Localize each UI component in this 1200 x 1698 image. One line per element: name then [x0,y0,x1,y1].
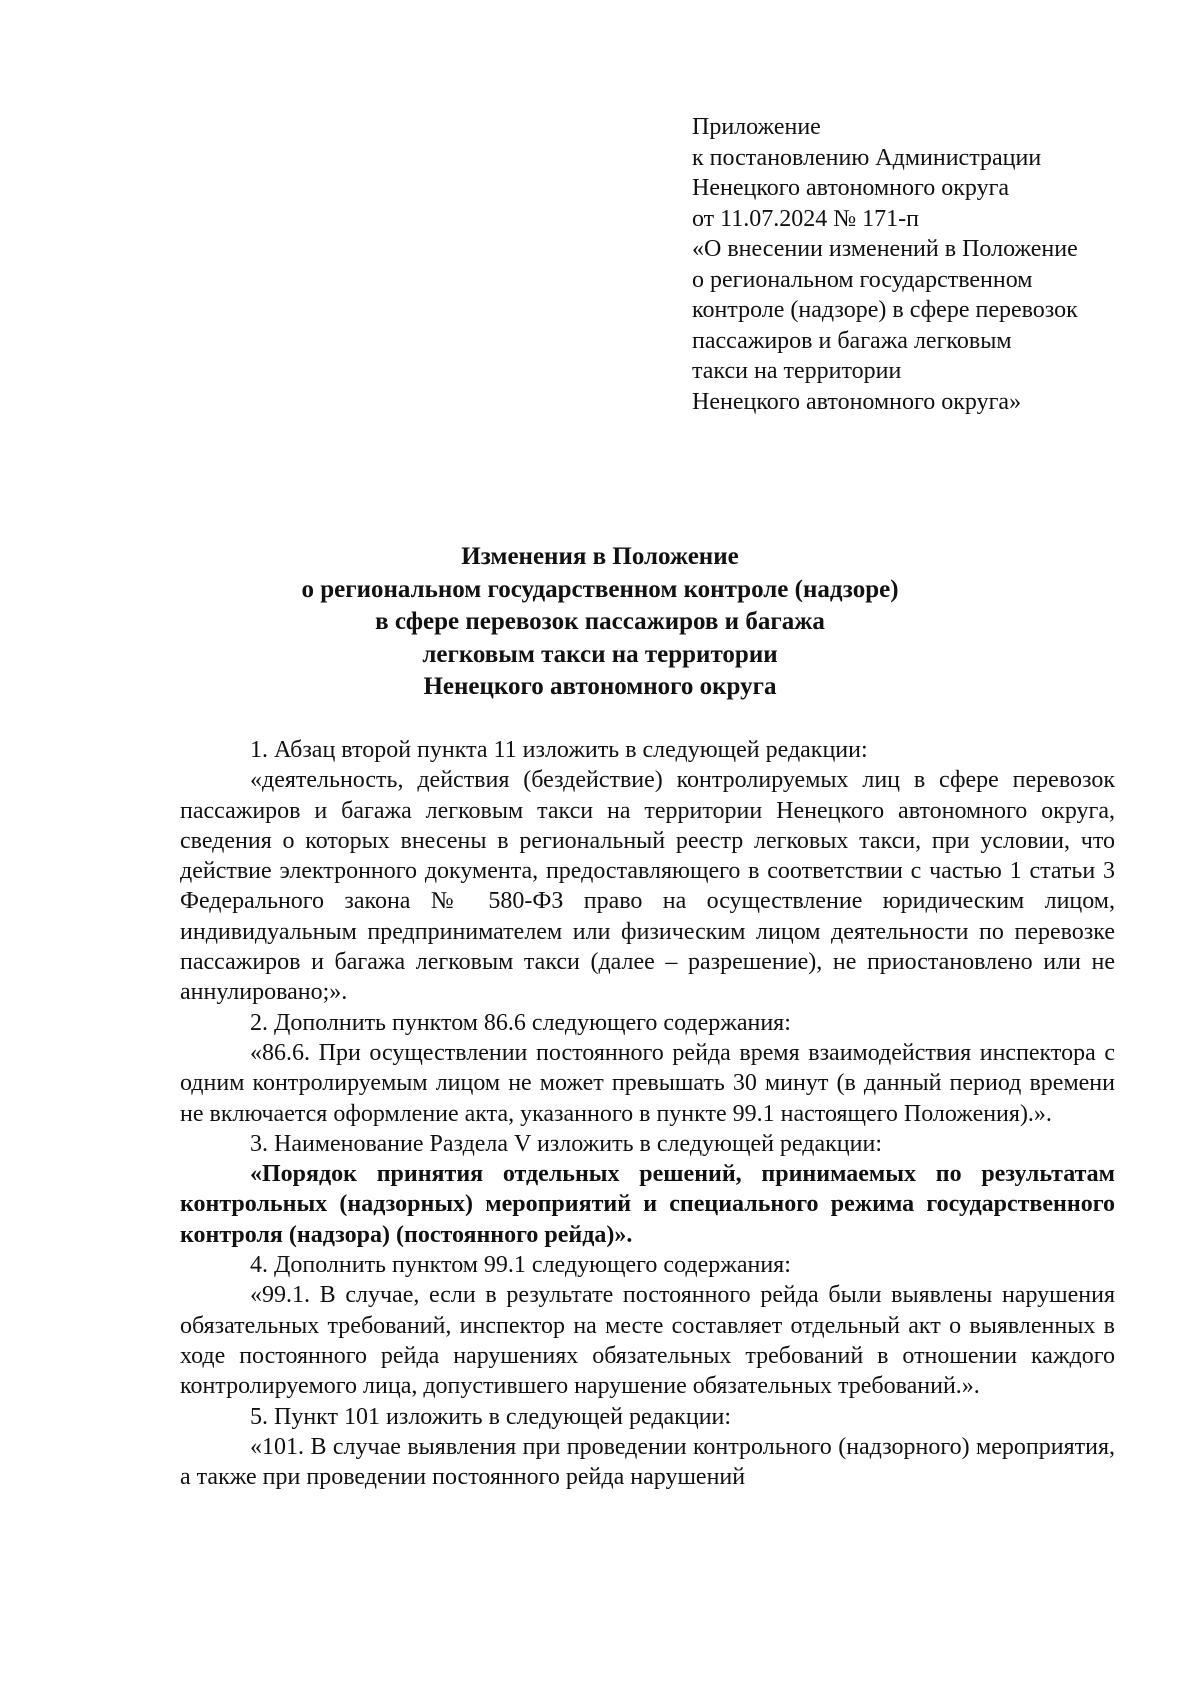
paragraph-item-5: 5. Пункт 101 изложить в следующей редакции: [250,1403,732,1430]
appendix-line: такси на территории [692,358,902,384]
paragraph-item-1: 1. Абзац второй пункта 11 изложить в следующей редакции: [250,737,868,763]
appendix-block [692,112,1172,417]
title-line: в сфере перевозок пассажиров и багажа [375,608,825,635]
paragraph-item-2: 2. Дополнить пунктом 86.6 следующего содержания: [250,1009,791,1036]
appendix-line: пассажиров и багажа легковым [692,327,1012,354]
title-line: легковым такси на территории [422,640,778,668]
appendix-line: Ненецкого автономного округа [692,175,1010,201]
appendix-line: Ненецкого автономного округа» [692,388,1022,415]
appendix-line: «О внесении изменений в Положение [692,236,1078,262]
title-line: о региональном государственном контроле (надзоре) [301,575,899,603]
title-line: Изменения в Положение [461,543,739,570]
appendix-line: контроле (надзоре) в сфере перевозок [692,297,1078,323]
title-line: Ненецкого автономного округа [423,673,777,700]
paragraph-item-3: 3. Наименование Раздела V изложить в следующей редакции: [250,1130,882,1157]
appendix-line: к постановлению Администрации [692,144,1042,171]
appendix-line: о региональном государственном [692,266,1033,293]
paragraph-quote-5: «101. В случае выявления при проведении контрольного (надзорного) мероприятия, а также при проведении постоянного рейда нарушений [180,1433,1115,1491]
appendix-line: Приложение [692,114,821,140]
paragraph-quote-section-title: «Порядок принятия отдельных решений, принимаемых по результатам контрольных (надзорных) мероприятий и специального режима государственного контроля (надзора) (постоянного рейда)». [180,1161,1115,1248]
document-title [0,541,1200,704]
paragraph-quote-2: «86.6. При осуществлении постоянного рейда время взаимодействия инспектора с одним контролируемым лицом не может превышать 30 минут (в данный период времени не включается оформление акта, указанного в пункте 99.1 настоящего Положения).». [180,1039,1115,1127]
paragraph-quote-4: «99.1. В случае, если в результате постоянного рейда были выявлены нарушения обязательных требований, инспектор на месте составляет отдельный акт о выявленных в ходе постоянного рейда нарушениях обязательных требований в отношении каждого контролируемого лица, допустившего нарушение обязательных требований.». [180,1282,1115,1400]
paragraph-item-4: 4. Дополнить пунктом 99.1 следующего содержания: [250,1252,791,1279]
appendix-line: от 11.07.2024 № 171-п [692,205,920,232]
document-body [180,735,1115,1492]
paragraph-quote-1: «деятельность, действия (бездействие) контролируемых лиц в сфере перевозок пассажиров и багажа легковым такси на территории Ненецкого автономного округа, сведения о которых внесены в региональный реестр легковых такси, при условии, что действие электронного документа, предоставляющего в соответствии с частью 1 статьи 3 Федерального закона № 580-ФЗ право на осуществление юридическим лицом, индивидуальным предпринимателем или физическим лицом деятельности по перевозке пассажиров и багажа легковым такси (далее – разрешение), не приостановлено или не аннулировано;». [180,767,1115,1006]
